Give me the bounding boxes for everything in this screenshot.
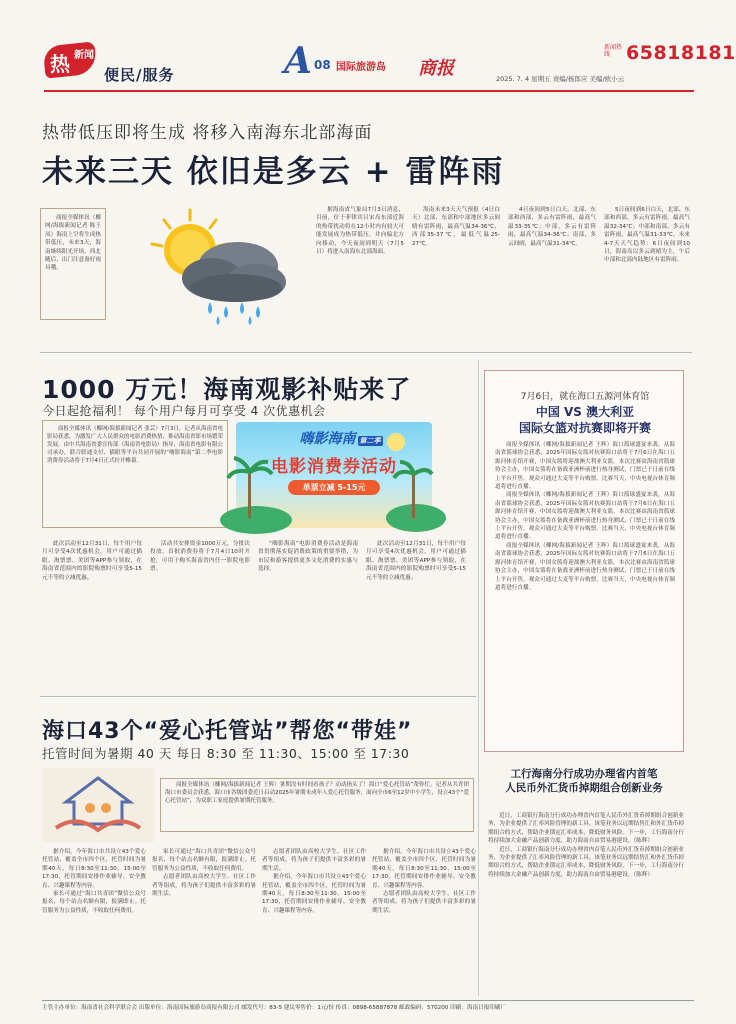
page-header bbox=[0, 0, 736, 92]
weather-headline: 未来三天 依旧是多云 + 雷阵雨 bbox=[42, 154, 505, 190]
banner-season: 第二季 bbox=[359, 437, 381, 445]
subsidy-caption: 商报全媒体讯（椰网/海拔新闻记者 张芸）7月3日，记者从海南省电影局获悉，为激发广大人民群众的电影消费热情，推动海南省影市场繁荣发展，由中共海南省委宣传部（海南省电影局）指导，海南省电影有限公司承办，联合联通支付、猫眼等平台共同开展的“嗨影海南”第二季电影消费券活动将于7月4日正式拉开帷幕。 bbox=[42, 420, 228, 528]
hotline-number: 65818181 bbox=[626, 42, 736, 64]
basketball-title-2: 国际女篮对抗赛即将开赛 bbox=[518, 421, 651, 435]
weather-caption: 商报全媒体讯（椰网/海拔新闻记者 陈王凤）海南上空将生成热带低压，未来3天，海南继续阳光开场，西北随后，出门注意备好雨具哦。 bbox=[40, 208, 106, 320]
hands-house-icon bbox=[42, 768, 154, 842]
weather-column-4: 5日夜间到6日白天，北部、东部和西部，多云有雷阵雨，最高气温32-34℃；中部和南部，多云有雷阵雨，最高气温31-33℃。未来4-7天天气趋势：6日夜间到10日，海南岛以多云到晴为主，午后中部和北部内陆地区有雷阵雨。 bbox=[604, 207, 690, 264]
basketball-kicker: 7月6日，就在海口五源河体育馆 bbox=[520, 392, 650, 402]
movie-coupon-banner bbox=[236, 422, 432, 528]
weather-column-1: 据海南省气象局7月3日消息，目前，位于菲律宾吕宋岛东部近海的热带扰动将在12小时内有较大可能发展成为热带低压，并向偏北方向移动，今天夜间到明天（7月5日）将进入南海东北部海面。 bbox=[316, 207, 404, 256]
bank-body: 近日，工商银行海南分行成功办理省内首笔人民币外汇货币掉期组合创新业务，为企业提供了汇率风险管理的新工具。该笔业务以远期结售汇和外汇货币掉期组合的方式，帮助企业锁定汇率成本，降低财务风险。下一步，工行海南分行将持续加大金融产品创新力度，助力海南自由贸易港建设。（陈辉） 近日，工商银行海南分行成功办理省内首笔人民币外汇货币掉期组合创新业务，为企业提供了汇率风险管理的新工具。该笔业务以远期结售汇和外汇货币掉期组合的方式，帮助企业锁定汇率成本，降低财务风险。下一步，工行海南分行将持续加大金融产品创新力度，助力海南自由贸易港建设。（陈辉） bbox=[488, 813, 684, 878]
daycare-column-3: 志愿者团队由高校大学生、社区工作者等组成，将为孩子们提供丰富多彩的暑期生活。 据介绍，今年海口市共设立43个爱心托管站，覆盖全市四个区，托管时间为暑期40天，每日8:30至11:30、15:00至17:30，托管期间安排作业辅导、安全教育、兴趣课程等内容。 bbox=[262, 849, 366, 914]
subsidy-kicker: 今日起抢福利！ 每个用户每月可享受 4 次优惠机会 bbox=[42, 404, 326, 418]
daycare-kicker: 托管时间为暑期 40 天 每日 8:30 至 11:30、15:00 至 17:30 bbox=[42, 746, 410, 761]
basketball-sidebar bbox=[484, 370, 684, 752]
section-divider bbox=[40, 352, 692, 353]
footer-rule bbox=[42, 1000, 694, 1001]
daycare-caption: 商报全媒体讯（椰网/海拔新闻记者 王辉）暑期没有时间看孩子？动动指头了！海口“爱心托管站”帮你忙。记者从共青团海口市委员会获悉，海口市各级团委近日启动2025年暑期未成年人爱心托管服务，面向全市6至12岁中小学生，设立43个“爱心托管站”，为双职工家庭提供暑期托管服务。 bbox=[160, 778, 474, 832]
weather-column-2: 海南未来3天天气预报（4日白天）北部、东部和中部地区多云间晴有雷阵雨，最高气温34-36℃，西部35-37℃，最低气温25-27℃。 bbox=[412, 207, 500, 247]
column-rule bbox=[478, 360, 479, 996]
section-divider-2 bbox=[40, 696, 476, 697]
subsidy-column-4: 此次活动至12月31日，每个用户每月可享受4次优惠机会。用户可通过猫眼、淘票票、美团等APP参与领取，在海南省范围内的影院购票时可享受5-15元不等的立减优惠。 bbox=[366, 541, 466, 581]
daycare-column-4: 据介绍，今年海口市共设立43个爱心托管站，覆盖全市四个区，托管时间为暑期40天，每日8:30至11:30、15:00至17:30，托管期间安排作业辅导、安全教育、兴趣课程等内容。 志愿者团队由高校大学生、社区工作者等组成，将为孩子们提供丰富多彩的暑期生活。 bbox=[372, 849, 476, 914]
banner-subtitle: 电影消费券活动 bbox=[271, 457, 397, 477]
page-footer: 主管主办单位：海南省社会科学联合会 出版单位：海南国际旅游岛商报有限公司 邮发代号：83-5 建议零售价：1元/份 传真：0898-65887878 邮政编码：570200 印刷：海南日报印刷厂 bbox=[42, 1005, 507, 1011]
weather-kicker: 热带低压即将生成 将移入南海东北部海面 bbox=[42, 123, 373, 143]
subsidy-headline: 1000 万元！海南观影补贴来了 bbox=[42, 375, 412, 404]
subsidy-column-2: 活动共安排资金1000万元，分批次投放。首批消费券将于7月4日10时开抢，可用于购买海南省内任一影院电影票。 bbox=[150, 541, 250, 573]
header-rule bbox=[44, 90, 694, 92]
newspaper-logo: 热 新闻 bbox=[44, 44, 102, 78]
weather-sun-cloud-rain-icon bbox=[112, 206, 308, 326]
banner-title: 嗨影海南 bbox=[299, 431, 356, 447]
paper-name: 国际旅游岛 bbox=[336, 62, 386, 73]
page-letter: A bbox=[284, 40, 312, 82]
basketball-title-1: 中国 VS 澳大利亚 bbox=[535, 405, 635, 419]
bank-title-2: 人民币外汇货币掉期组合创新业务 bbox=[505, 782, 663, 794]
banner-value: 单票立减 5-15元 bbox=[288, 480, 380, 495]
basketball-body: 商报全媒体讯（椰网/海拔新闻记者 王辉）海口篮球盛宴来袭，从海南省篮球协会获悉，2025年国际女篮对抗赛海口站将于7月6日在海口五源河体育馆开赛，中国女篮将迎战澳大利亚女篮。本次比赛由海南省篮球协会主办，中国女篮将在备战亚洲杯前进行热身测试，门票已于日前在线上平台开售，观众可通过大麦等平台购票。比赛当天，中央电视台体育频道将进行直播。 商报全媒体讯（椰网/海拔新闻记者 王辉）海口篮球盛宴来袭，从海南省篮球协会获悉，2025年国际女篮对抗赛海口站将于7月6日在海口五源河体育馆开赛，中国女篮将迎战澳大利亚女篮。本次比赛由海南省篮球协会主办，中国女篮将在备战亚洲杯前进行热身测试，门票已于日前在线上平台开售，观众可通过大麦等平台购票。比赛当天，中央电视台体育频道将进行直播。 商报全媒体讯（椰网/海拔新闻记者 王辉）海口篮球盛宴来袭，从海南省篮球协会获悉，2025年国际女篮对抗赛海口站将于7月6日在海口五源河体育馆开赛，中国女篮将迎战澳大利亚女篮。本次比赛由海南省篮球协会主办，中国女篮将在备战亚洲杯前进行热身测试，门票已于日前在线上平台开售，观众可通过大麦等平台购票。比赛当天，中央电视台体育频道将进行直播。 bbox=[495, 442, 675, 591]
paper-brand: 商报 bbox=[418, 58, 454, 79]
subsidy-column-3: “嗨影海南”电影消费券活动是海南省贯彻落实促消费政策的重要举措，为市民和游客提供更多文化消费的实惠与选择。 bbox=[258, 541, 358, 573]
daycare-column-2: 家长可通过“海口共青团”微信公众号报名，每个站点名额有限，报满即止。托管服务为公益性质，不收取任何费用。 志愿者团队由高校大学生、社区工作者等组成，将为孩子们提供丰富多彩的暑期生活。 bbox=[152, 849, 256, 898]
section-label: 便民/服务 bbox=[104, 66, 175, 84]
daycare-headline: 海口43个“爱心托管站”帮您“带娃” bbox=[42, 719, 413, 744]
weather-column-3: 4日夜间到5日白天，北部、东部和西部，多云有雷阵雨，最高气温33-35℃；中部，多云有雷阵雨，最高气温34-36℃；南部，多云间晴，最高气温31-34℃。 bbox=[508, 207, 596, 247]
dateline: 2025. 7. 4 星期五 责编/杨郎应 美编/欧小云 bbox=[496, 75, 625, 83]
bank-title-1: 工行海南分行成功办理省内首笔 bbox=[510, 768, 658, 780]
page-number: 08 bbox=[314, 58, 331, 72]
subsidy-column-1: 此次活动至12月31日，每个用户每月可享受4次优惠机会。用户可通过猫眼、淘票票、美团等APP参与领取，在海南省范围内的影院购票时可享受5-15元不等的立减优惠。 bbox=[42, 541, 142, 581]
daycare-column-1: 据介绍，今年海口市共设立43个爱心托管站，覆盖全市四个区，托管时间为暑期40天，每日8:30至11:30、15:00至17:30，托管期间安排作业辅导、安全教育、兴趣课程等内容。 家长可通过“海口共青团”微信公众号报名，每个站点名额有限，报满即止。托管服务为公益性质，不收取任何费用。 bbox=[42, 849, 146, 914]
hotline-label: 新闻热线 bbox=[604, 44, 623, 58]
